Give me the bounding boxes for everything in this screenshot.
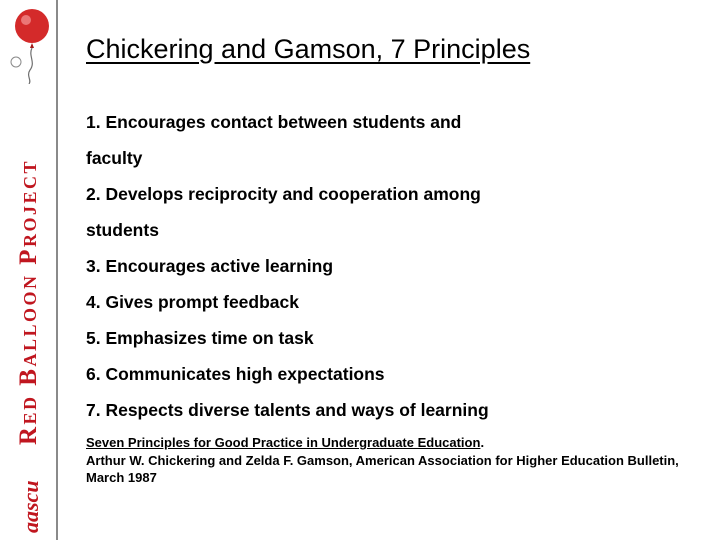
principle-item: 2. Develops reciprocity and cooperation among students (86, 184, 481, 240)
org-logo-text: aascu (18, 480, 43, 533)
principle-item: 3. Encourages active learning (86, 256, 334, 276)
principle-item: 7. Respects diverse talents and ways of learning (86, 400, 489, 420)
citation-book-suffix: . (480, 435, 485, 450)
slide-title: Chickering and Gamson, 7 Principles (86, 34, 531, 64)
brand-strip (0, 0, 58, 540)
citation (86, 434, 696, 487)
principle-item: 6. Communicates high expectations (86, 364, 385, 384)
principle-item: 4. Gives prompt feedback (86, 292, 299, 312)
principles-list (86, 104, 686, 428)
red-balloon-logo-icon (4, 4, 54, 84)
principle-item: 5. Emphasizes time on task (86, 328, 314, 348)
brand-name: Red Balloon Project (15, 158, 42, 445)
principle-item: 1. Encourages contact between students and faculty (86, 112, 462, 168)
citation-book-title: Seven Principles for Good Practice in Undergraduate Education (86, 435, 481, 450)
citation-authors: Arthur W. Chickering and Zelda F. Gamson, American Association for Higher Education Bulletin, March 1987 (86, 452, 679, 485)
